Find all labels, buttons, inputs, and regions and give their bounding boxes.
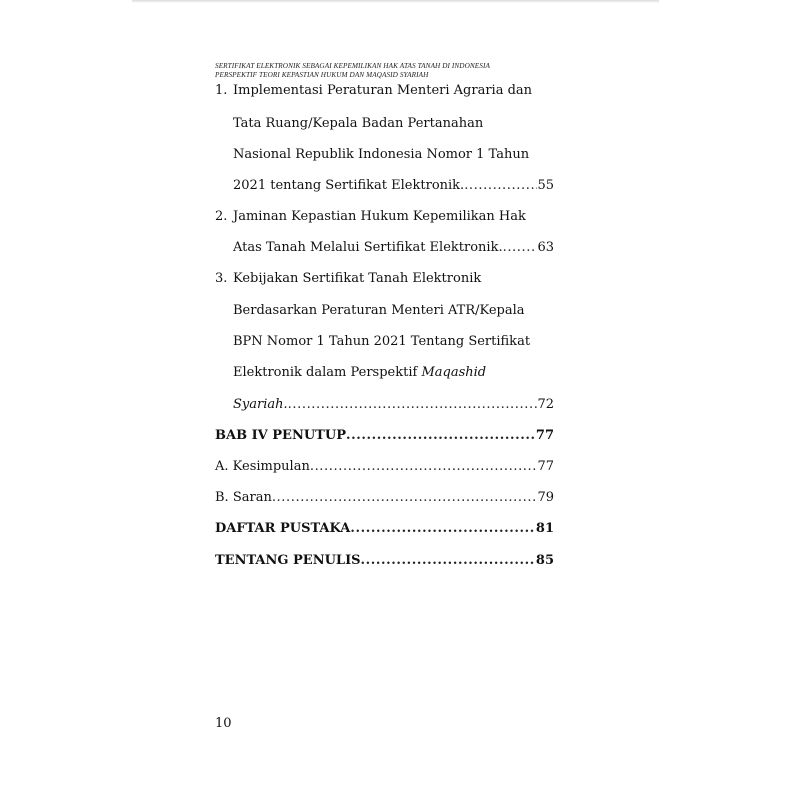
toc-item-3-page: 72 [537,397,554,412]
toc-item-3-line-1: Kebijakan Sertifikat Tanah Elektronik [233,271,482,286]
toc-item-3-line-4-text: Elektronik dalam Perspektif [233,365,422,380]
toc-item-1-line-2: Tata Ruang/Kepala Badan Pertanahan [233,116,484,131]
toc-kesimpulan-label: A. Kesimpulan [215,459,310,474]
toc-daftar-pustaka-page: 81 [535,521,554,536]
running-header-line-1: SERTIFIKAT ELEKTRONIK SEBAGAI KEPEMILIKAN HAK ATAS TANAH DI INDONESIA [215,62,490,70]
toc-item-3-line-3: BPN Nomor 1 Tahun 2021 Tentang Sertifikat [233,334,531,349]
toc-saran-page: 79 [537,490,554,505]
dot-leader [272,490,538,506]
toc-item-1-line-1: Implementasi Peraturan Menteri Agraria dan [233,83,533,98]
toc-item-1-line-3: Nasional Republik Indonesia Nomor 1 Tahun [233,147,530,162]
dot-leader [346,428,536,444]
toc-item-3-line-5: Syariah. [233,397,288,412]
toc-saran-label: B. Saran [215,490,272,505]
toc-item-1-page: 55 [537,178,554,193]
toc-kesimpulan-entry[interactable] [215,459,554,475]
toc-bab-iv-label: BAB IV PENUTUP [215,428,346,443]
toc-item-2-line-1: Jaminan Kepastian Hukum Kepemilikan Hak [233,209,526,224]
dot-leader [350,521,536,537]
dot-leader [503,240,538,256]
toc-item-2-number: 2. [215,209,228,224]
toc-daftar-pustaka-label: DAFTAR PUSTAKA [215,521,351,536]
page-top-edge [132,0,659,3]
dot-leader [288,397,538,413]
toc-saran-entry[interactable] [215,490,554,506]
toc-item-3-italic-term: Maqashid [421,365,487,380]
running-header-line-2: PERSPEKTIF TEORI KEPASTIAN HUKUM DAN MAQASID SYARIAH [215,71,429,79]
toc-item-3-line-2: Berdasarkan Peraturan Menteri ATR/Kepala [233,303,525,318]
toc-item-3-entry[interactable] [233,397,554,413]
dot-leader [464,178,537,194]
toc-tentang-penulis-label: TENTANG PENULIS [215,553,361,568]
dot-leader [310,459,538,475]
toc-item-2-entry[interactable] [233,240,554,256]
toc-item-2-page: 63 [537,240,554,255]
toc-kesimpulan-page: 77 [537,459,554,474]
toc-item-1-line-4: 2021 tentang Sertifikat Elektronik. [233,178,465,193]
toc-item-1-number: 1. [215,83,228,98]
toc-item-3-number: 3. [215,271,228,286]
toc-tentang-penulis-entry[interactable] [215,553,554,569]
toc-bab-iv-page: 77 [535,428,554,443]
toc-item-1-entry[interactable] [233,178,554,194]
dot-leader [361,553,536,569]
page-number: 10 [215,716,232,731]
toc-item-2-line-2: Atas Tanah Melalui Sertifikat Elektronik. [233,240,503,255]
running-header [215,62,560,80]
toc-bab-iv-entry[interactable] [215,428,554,444]
toc-item-3-line-4 [233,365,486,381]
toc-tentang-penulis-page: 85 [535,553,554,568]
toc-daftar-pustaka-entry[interactable] [215,521,554,537]
